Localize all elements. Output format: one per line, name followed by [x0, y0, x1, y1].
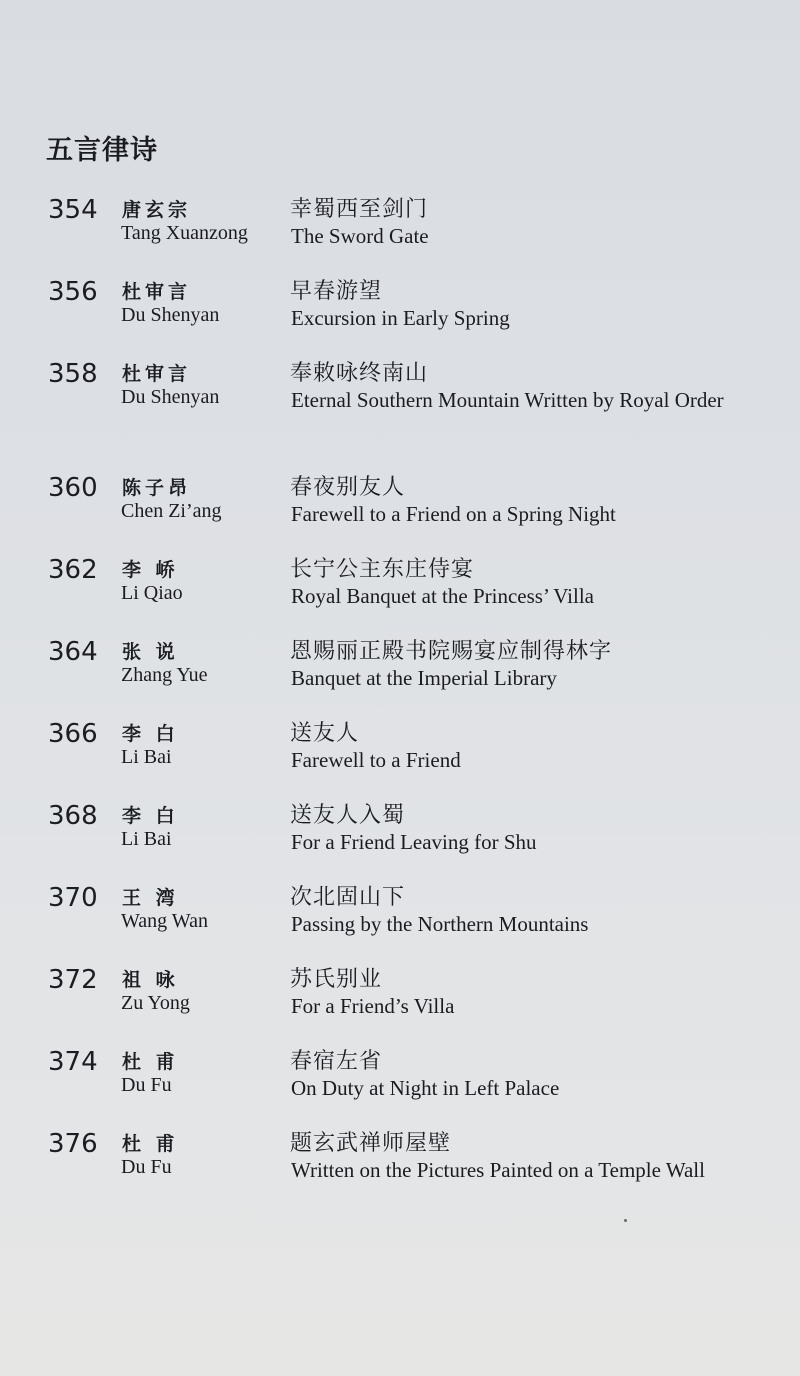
- author-english: Li Qiao: [121, 582, 183, 604]
- poem-title-english: For a Friend’s Villa: [291, 994, 455, 1018]
- poem-title-english: Written on the Pictures Painted on a Temple Wall: [291, 1158, 705, 1182]
- author-english: Chen Zi’ang: [121, 500, 222, 522]
- author-chinese: 王 湾: [122, 887, 179, 909]
- poem-title-chinese: 送友人入蜀: [290, 803, 406, 828]
- page-number: 372: [48, 965, 98, 995]
- toc-entry: [0, 796, 800, 878]
- toc-entry: [0, 878, 800, 960]
- toc-entry: [0, 190, 800, 272]
- toc-entry: [0, 272, 800, 354]
- toc-entry: [0, 714, 800, 796]
- toc-entry: [0, 468, 800, 550]
- poem-title-english: The Sword Gate: [291, 224, 429, 248]
- poem-title-english: Farewell to a Friend: [291, 748, 461, 772]
- poem-title-chinese: 题玄武禅师屋壁: [290, 1131, 452, 1156]
- author-english: Du Shenyan: [121, 304, 220, 326]
- page-speck: [624, 1219, 627, 1222]
- poem-title-chinese: 送友人: [290, 721, 360, 746]
- author-chinese: 张 说: [122, 641, 179, 663]
- poem-title-chinese: 苏氏别业: [290, 967, 383, 992]
- page-number: 366: [48, 719, 98, 749]
- page-number: 370: [48, 883, 98, 913]
- author-chinese: 杜审言: [122, 281, 192, 303]
- author-chinese: 陈子昂: [122, 477, 192, 499]
- page-number: 356: [48, 277, 98, 307]
- poem-title-english: For a Friend Leaving for Shu: [291, 830, 537, 854]
- poem-title-chinese: 早春游望: [290, 279, 383, 304]
- page-number: 362: [48, 555, 98, 585]
- poem-title-chinese: 幸蜀西至剑门: [290, 197, 429, 222]
- section-title: 五言律诗: [46, 135, 158, 166]
- author-chinese: 李 白: [122, 805, 179, 827]
- poem-title-chinese: 次北固山下: [290, 885, 406, 910]
- poem-title-english: Banquet at the Imperial Library: [291, 666, 557, 690]
- toc-entry: [0, 1042, 800, 1124]
- toc-entry: [0, 1124, 800, 1206]
- author-english: Du Shenyan: [121, 386, 220, 408]
- toc-list: [0, 190, 800, 1206]
- poem-title-chinese: 春宿左省: [290, 1049, 383, 1074]
- author-english: Du Fu: [121, 1074, 172, 1096]
- author-english: Li Bai: [121, 828, 172, 850]
- page-number: 358: [48, 359, 98, 389]
- page-number: 368: [48, 801, 98, 831]
- toc-entry: [0, 550, 800, 632]
- toc-entry: [0, 354, 800, 468]
- poem-title-chinese: 奉敕咏终南山: [290, 361, 429, 386]
- page-number: 360: [48, 473, 98, 503]
- author-chinese: 杜 甫: [122, 1133, 179, 1155]
- author-chinese: 杜审言: [122, 363, 192, 385]
- author-chinese: 唐玄宗: [122, 199, 192, 221]
- poem-title-english: Excursion in Early Spring: [291, 306, 510, 330]
- toc-entry: [0, 960, 800, 1042]
- poem-title-english: Farewell to a Friend on a Spring Night: [291, 502, 616, 526]
- page-number: 374: [48, 1047, 98, 1077]
- author-chinese: 李 峤: [122, 559, 179, 581]
- page-number: 354: [48, 195, 98, 225]
- author-english: Zu Yong: [121, 992, 190, 1014]
- poem-title-chinese: 长宁公主东庄侍宴: [290, 557, 475, 582]
- author-english: Zhang Yue: [121, 664, 208, 686]
- poem-title-chinese: 春夜别友人: [290, 475, 406, 500]
- poem-title-english: Eternal Southern Mountain Written by Royal Order: [291, 388, 724, 412]
- poem-title-english: On Duty at Night in Left Palace: [291, 1076, 560, 1100]
- author-chinese: 祖 咏: [122, 969, 179, 991]
- author-english: Li Bai: [121, 746, 172, 768]
- author-english: Du Fu: [121, 1156, 172, 1178]
- page-number: 376: [48, 1129, 98, 1159]
- poem-title-chinese: 恩赐丽正殿书院赐宴应制得林字: [290, 639, 613, 664]
- author-english: Tang Xuanzong: [121, 222, 248, 244]
- toc-entry: [0, 632, 800, 714]
- author-chinese: 杜 甫: [122, 1051, 179, 1073]
- poem-title-english: Passing by the Northern Mountains: [291, 912, 589, 936]
- page-number: 364: [48, 637, 98, 667]
- author-chinese: 李 白: [122, 723, 179, 745]
- poem-title-english: Royal Banquet at the Princess’ Villa: [291, 584, 594, 608]
- author-english: Wang Wan: [121, 910, 208, 932]
